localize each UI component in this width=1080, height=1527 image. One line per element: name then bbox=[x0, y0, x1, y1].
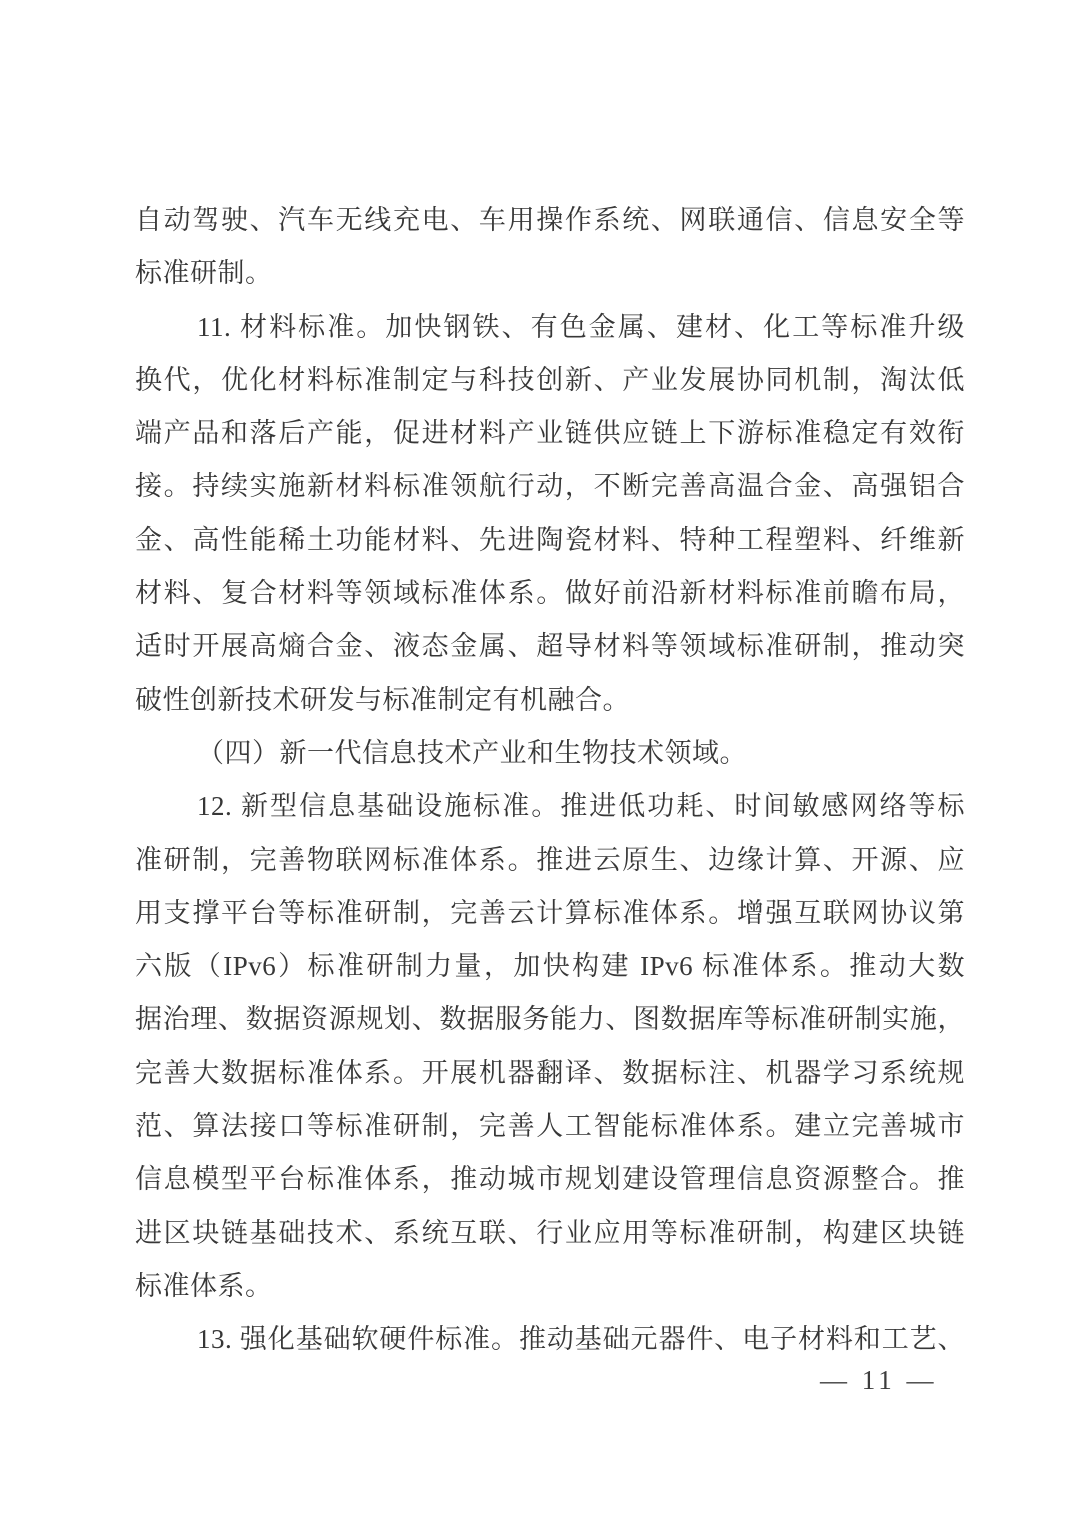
text-line: 端产品和落后产能，促进材料产业链供应链上下游标准稳定有效衔 bbox=[135, 418, 965, 449]
page-number: — 11 — bbox=[820, 1365, 938, 1395]
text-line: 完善大数据标准体系。开展机器翻译、数据标注、机器学习系统规 bbox=[135, 1057, 965, 1088]
para-13-basic-software-hardware bbox=[135, 1313, 965, 1366]
text-line: 范、算法接口等标准研制，完善人工智能标准体系。建立完善城市 bbox=[135, 1111, 965, 1142]
text-line: 进区块链基础技术、系统互联、行业应用等标准研制，构建区块链 bbox=[135, 1217, 965, 1248]
text-line: 用支撑平台等标准研制，完善云计算标准体系。增强互联网协议第 bbox=[135, 897, 965, 928]
text-line: 11. 材料标准。加快钢铁、有色金属、建材、化工等标准升级 bbox=[197, 311, 965, 342]
text-line: 六版（IPv6）标准研制力量，加快构建 IPv6 标准体系。推动大数 bbox=[135, 951, 965, 982]
text-line: 自动驾驶、汽车无线充电、车用操作系统、网联通信、信息安全等 bbox=[135, 205, 965, 235]
text-line: 12. 新型信息基础设施标准。推进低功耗、时间敏感网络等标 bbox=[197, 791, 965, 822]
text-line: 接。持续实施新材料标准领航行动，不断完善高温合金、高强铝合 bbox=[135, 471, 965, 502]
document-body bbox=[135, 194, 965, 1367]
text-line: 信息模型平台标准体系，推动城市规划建设管理信息资源整合。推 bbox=[135, 1164, 965, 1195]
text-line: （四）新一代信息技术产业和生物技术领域。 bbox=[197, 737, 747, 768]
text-line: 13. 强化基础软硬件标准。推动基础元器件、电子材料和工艺、 bbox=[197, 1324, 965, 1355]
para-12-new-information-infrastructure bbox=[135, 780, 965, 1313]
para-continuation-item-10 bbox=[135, 194, 965, 301]
text-line: 适时开展高熵合金、液态金属、超导材料等领域标准研制，推动突 bbox=[135, 631, 965, 662]
text-line: 材料、复合材料等领域标准体系。做好前沿新材料标准前瞻布局， bbox=[135, 578, 965, 609]
text-line: 标准研制。 bbox=[135, 258, 273, 289]
text-line: 金、高性能稀土功能材料、先进陶瓷材料、特种工程塑料、纤维新 bbox=[135, 524, 965, 555]
para-11-materials-standards bbox=[135, 301, 965, 727]
heading-section-four bbox=[135, 727, 965, 780]
text-line: 标准体系。 bbox=[135, 1270, 273, 1301]
text-line: 准研制，完善物联网标准体系。推进云原生、边缘计算、开源、应 bbox=[135, 844, 965, 875]
text-line: 破性创新技术研发与标准制定有机融合。 bbox=[135, 684, 630, 715]
text-line: 据治理、数据资源规划、数据服务能力、图数据库等标准研制实施， bbox=[135, 1004, 965, 1035]
text-line: 换代，优化材料标准制定与科技创新、产业发展协同机制，淘汰低 bbox=[135, 364, 965, 395]
